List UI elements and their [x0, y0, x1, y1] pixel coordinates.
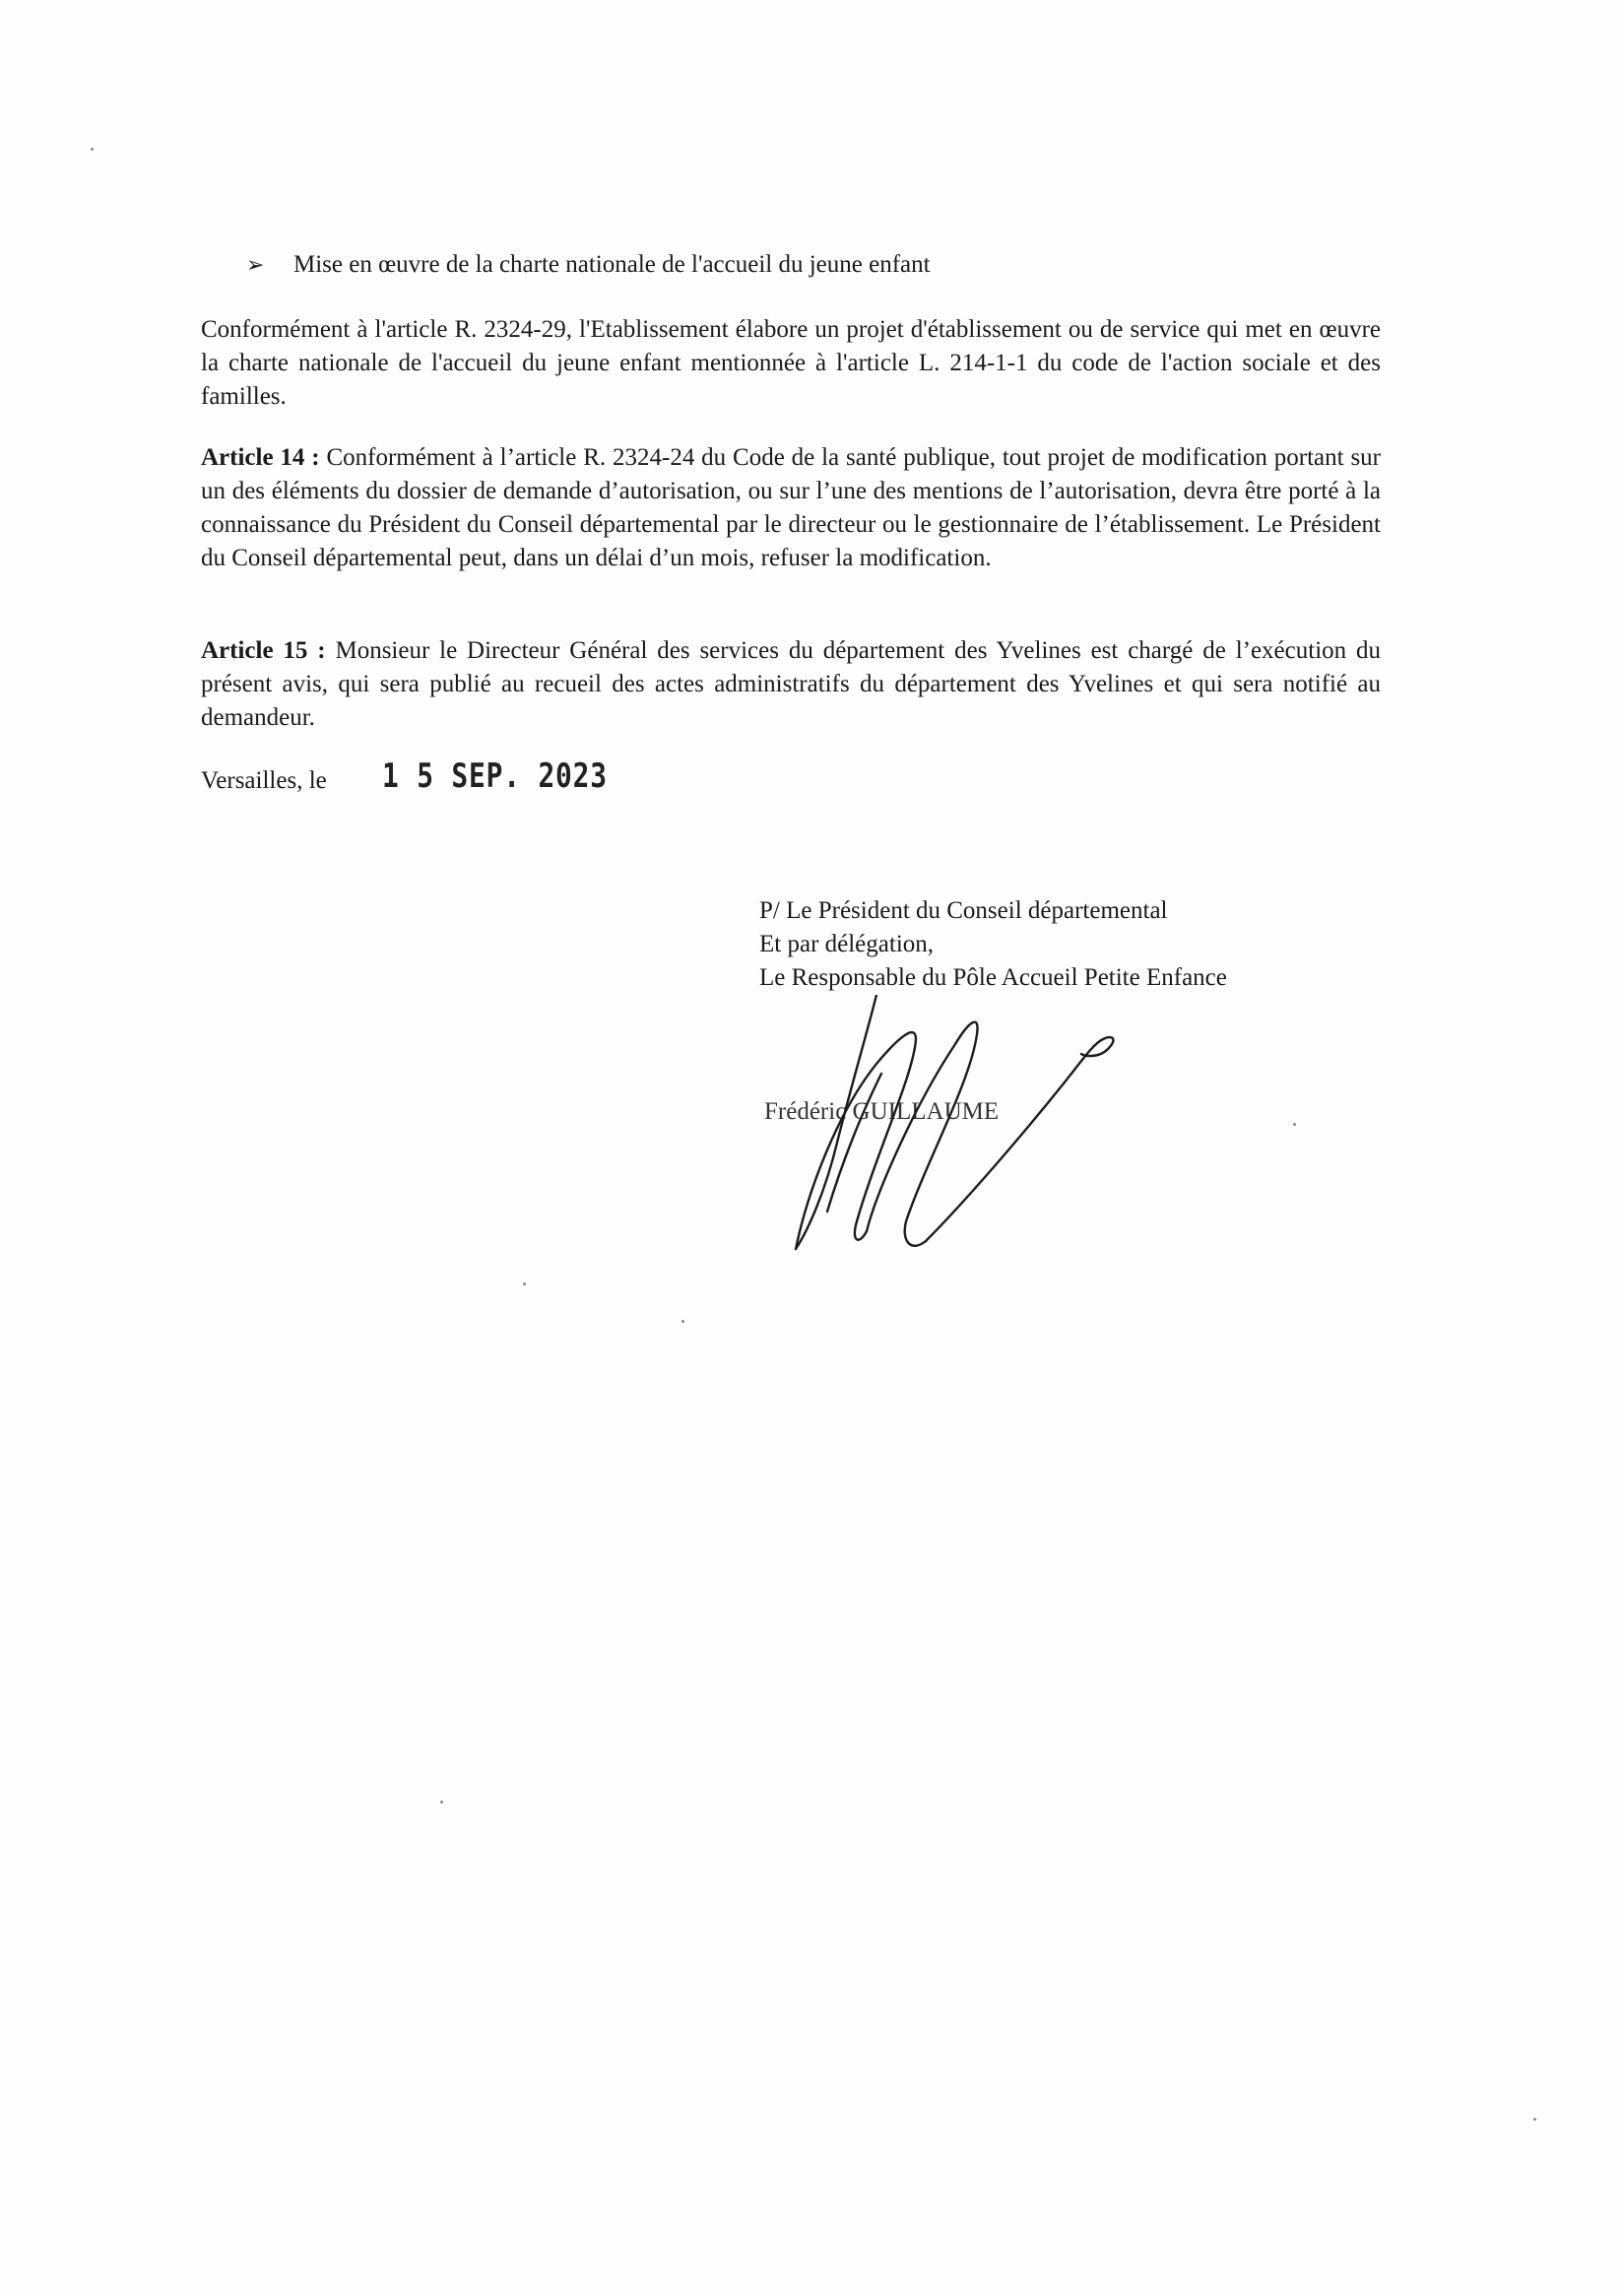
- handwritten-signature: [768, 995, 1182, 1261]
- signature-line-2: Et par délégation,: [759, 931, 935, 957]
- article-14-text: Conformément à l’article R. 2324-24 du Code de la santé publique, tout projet de modification portant sur un des éléments du dossier de demande d’autorisation, ou sur l’une des mentions de l’autorisation, devra être porté à la connaissance du Président du Conseil départemental par le directeur ou le gestionnaire de l’établissement. Le Président du Conseil départemental peut, dans un délai d’un mois, refuser la modification.: [201, 444, 1382, 571]
- article-15-label: Article 15 :: [201, 637, 326, 664]
- scan-speck: [1293, 1123, 1296, 1126]
- paragraph-article-14: [201, 441, 1381, 575]
- scan-speck: [1533, 2118, 1536, 2121]
- paragraph-article-15: [201, 634, 1381, 735]
- paragraph-conformement: Conformément à l'article R. 2324-29, l'Etablissement élabore un projet d'établissement ou de service qui met en œuvre la charte nationale de l'accueil du jeune enfant mentionnée à l'article L. 214-1-1 du code de l'action sociale et des familles.: [201, 316, 1381, 410]
- date-stamp: 1 5 SEP. 2023: [382, 756, 608, 796]
- date-place: Versailles, le: [201, 767, 327, 794]
- scan-speck: [91, 148, 94, 151]
- signature-block: [759, 894, 1227, 995]
- arrow-bullet-icon: ➢: [246, 252, 265, 277]
- bullet-item: [246, 248, 931, 282]
- signature-line-1: P/ Le Président du Conseil départemental: [759, 897, 1168, 924]
- scan-speck: [440, 1801, 443, 1804]
- signature-line-3: Le Responsable du Pôle Accueil Petite Enfance: [759, 964, 1227, 991]
- scan-speck: [681, 1320, 684, 1323]
- article-14-label: Article 14 :: [201, 444, 320, 471]
- signer-name: Frédéric GUILLAUME: [764, 1098, 1000, 1125]
- bullet-text: Mise en œuvre de la charte nationale de l'accueil du jeune enfant: [293, 251, 931, 278]
- scan-speck: [523, 1282, 526, 1285]
- article-15-text: Monsieur le Directeur Général des services du département des Yvelines est chargé de l’exécution du présent avis, qui sera publié au recueil des actes administratifs du département des Yvelines et qui sera notifié au demandeur.: [201, 637, 1381, 731]
